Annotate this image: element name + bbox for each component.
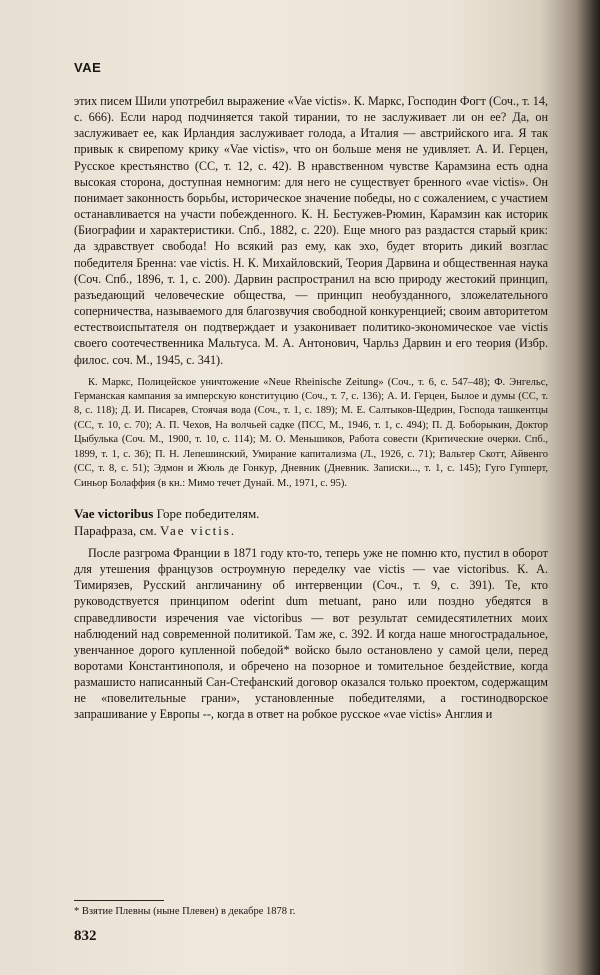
footnote-divider [74,900,164,901]
entry-title: Vae victoribus [74,505,154,521]
entry-heading [74,505,548,522]
entry-quotations-paragraph: После разгрома Франции в 1871 году кто-то, теперь уже не помню кто, пустил в оборот для утешения французов остроумную переделку vae victis — vae victoribus. К. А. Тимирязев, Русский англичанину об интервенции (Соч., т. 9, с. 391). Те, кто руководствуется принципом oderint dum metuant, рано или поздно убедятся в справедливости изречения vae victoribus — вот результат семидесятилетних моих наблюдений над современной политикой. Там же, с. 392. И когда наше многострадальное, увенчанное дорого купленной победой* войско было остановлено у самой цели, перед воротами Константинополя, и обречено на позорное и томительное бездействие, когда размашисто написанный Сан-Стефанский договор оказался только проектом, содержащим не «повелительные грани», установленные победителями, а гостинодворское запрашивание у Европы --, когда в ответ на робкое русское «vae victis» Англия и [74,545,548,722]
references-paragraph: К. Маркс, Полицейское уничтожение «Neue Rheinische Zeitung» (Соч., т. 6, с. 547–48); Ф. Энгельс, Германская кампания за имперскую конституцию (Соч., т. 7, с. 136); А. И. Герцен, Былое и думы (СС, т. 8, с. 118); Д. И. Писарев, Стоячая вода (Соч., т. 1, с. 189); М. Е. Салтыков-Щедрин, Господа ташкентцы (СС, т. 10, с. 70); А. П. Чехов, На волчьей садке (ПСС, М., 1946, т. 1, с. 494); П. Д. Боборыкин, Доктор Цыбулька (Соч. М., 1900, т. 10, с. 114); М. О. Меньшиков, Работа совести (Критические очерки. Спб., 1899, т. 1, с. 36); П. Н. Лепешинский, Умирание капитализма (Л., 1926, с. 71); Вальтер Скотт, Айвенго (СС, т. 8, с. 51); Эдмон и Жюль де Гонкур, Дневник (Дневник. Записки..., т. 1, с. 145); Гуго Гупперт, Синьор Болаффия (в кн.: Мимо течет Дунай. М., 1971, с. 95). [74,376,548,489]
paraphrase-note [74,522,548,539]
footnote: * Взятие Плевны (ныне Плевен) в декабре 1878 г. [74,906,296,917]
quotations-paragraph: этих писем Шили употребил выражение «Vae victis». К. Маркс, Господин Фогт (Соч., т. 14, с. 666). Если народ подчиняется такой тирании, то не заслуживает ли он ее? Да, он заслуживает ее, как Ирландия заслуживает голода, а Италия — австрийского ига. Я так привык к свирепому крику «Vae victis», что он больше меня не удивляет. А. И. Герцен, Русское крестьянство (СС, т. 12, с. 42). В нравственном чувстве Карамзина есть одна высокая сторона, доступная немногим: для него не существует бренного «vae victis». Он понимает законность борьбы, историческое значение победы, но с сожалением, с участием останавливается на участи побежденного. К. Н. Бестужев-Рюмин, Карамзин как историк (Биографии и характеристики. Спб., 1882, с. 220). Еще много раз раздастся старый крик: да здравствует свобода! Но всякий раз ему, как эхо, будет вторить дикий возглас победителя Бренна: vae victis. Н. К. Михайловский, Теория Дарвина и общественная наука (Соч. Спб., 1896, т. 1, с. 200). Дарвин распространил на всю природу жестокий принцип, разъедающий человеческие общества, — принцип необузданного, зложелательного соперничества, называемого для благозвучия свободной конкуренцией; своим авторитетом естествоиспытателя он подтверждает и узаконивает политико-экономическое vae victis своего соотечественника Мальтуса. М. А. Антонович, Чарльз Дарвин и его теория (Избр. филос. соч. М., 1945, с. 341). [74,94,548,367]
paraphrase-label: Парафраза, см. [74,522,157,538]
page-number: 832 [74,928,97,944]
entry-translation: Горе победителям. [156,505,260,521]
page-content [74,60,548,723]
paraphrase-reference: Vae victis. [160,522,237,538]
running-header: VAE [74,60,102,75]
